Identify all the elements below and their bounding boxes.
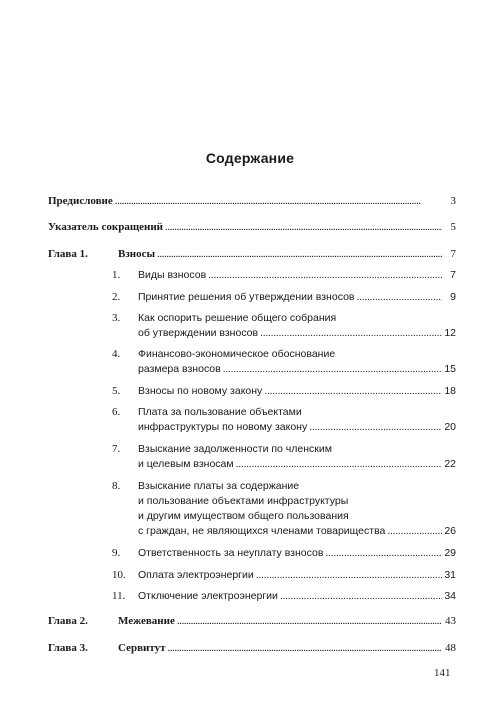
toc-page-number: 20 — [444, 421, 456, 433]
page-number: 141 — [434, 667, 451, 679]
toc-entry-abbreviations[interactable] — [48, 220, 456, 235]
item-text: Оплата электроэнергии — [138, 569, 254, 581]
item-text: инфраструктуры по новому закону — [138, 421, 308, 433]
dot-leader — [280, 589, 442, 604]
toc-entry-preface[interactable] — [48, 194, 456, 209]
dot-leader — [309, 420, 442, 435]
item-number: 6. — [112, 406, 121, 418]
toc-page-number: 26 — [444, 525, 456, 537]
dot-leader — [387, 524, 442, 539]
dot-leader — [223, 362, 442, 377]
toc-page-number: 31 — [444, 569, 456, 581]
dot-leader — [264, 384, 442, 399]
dot-leader — [236, 457, 442, 472]
item-text: и целевым взносам — [138, 458, 234, 470]
item-text: размера взносов — [138, 363, 221, 375]
toc-page-number: 29 — [444, 547, 456, 559]
item-number: 7. — [112, 443, 121, 455]
dot-leader — [208, 268, 442, 283]
item-number: 5. — [112, 385, 121, 397]
toc-page-number: 3 — [450, 195, 456, 207]
item-text: Виды взносов — [138, 269, 207, 281]
page-title: Содержание — [205, 150, 295, 166]
dot-leader — [256, 568, 442, 583]
item-text: Отключение электроэнергии — [138, 590, 278, 602]
dot-leader — [115, 194, 442, 209]
chapter-label: Глава 3. — [48, 642, 88, 654]
toc-page-number: 9 — [450, 291, 456, 303]
chapter-label: Глава 2. — [48, 615, 88, 627]
toc-page-number: 18 — [444, 385, 456, 397]
dot-leader — [325, 546, 442, 561]
item-text: Взыскание платы за содержание — [138, 480, 300, 492]
chapter-title: Взносы — [118, 248, 156, 260]
dot-leader — [157, 247, 442, 262]
item-text: Плата за пользование объектами — [138, 406, 302, 418]
item-text: с граждан, не являющихся членами товарищества — [138, 525, 386, 537]
toc-page-number: 48 — [445, 642, 456, 654]
toc-entry-label: Предисловие — [48, 195, 113, 207]
item-text: и другим имуществом общего пользования — [138, 510, 349, 522]
dot-leader — [177, 614, 442, 629]
chapter-label: Глава 1. — [48, 248, 88, 260]
toc-entry-label: Указатель сокращений — [48, 221, 164, 233]
item-text: Взыскание задолженности по членским — [138, 443, 332, 455]
item-text: Как оспорить решение общего собрания — [138, 312, 337, 324]
item-text: и пользование объектами инфраструктуры — [138, 495, 349, 507]
item-number: 11. — [112, 590, 126, 602]
toc-page-number: 5 — [450, 221, 456, 233]
item-number: 10. — [112, 569, 126, 581]
item-text: Взносы по новому закону — [138, 385, 263, 397]
dot-leader — [168, 641, 442, 656]
toc-page-number: 22 — [444, 458, 456, 470]
item-number: 4. — [112, 348, 121, 360]
item-text: Принятие решения об утверждении взносов — [138, 291, 355, 303]
toc-page-number: 43 — [445, 615, 456, 627]
chapter-title: Сервитут — [118, 642, 166, 654]
item-number: 2. — [112, 291, 121, 303]
chapter-title: Межевание — [118, 615, 175, 627]
item-text: об утверждении взносов — [138, 327, 259, 339]
dot-leader — [260, 326, 442, 341]
dot-leader — [356, 290, 442, 305]
dot-leader — [165, 220, 442, 235]
item-number: 3. — [112, 312, 121, 324]
item-number: 1. — [112, 269, 121, 281]
item-text: Финансово-экономическое обоснование — [138, 348, 336, 360]
item-number: 8. — [112, 480, 121, 492]
toc-page-number: 7 — [450, 269, 456, 281]
toc-page-number: 7 — [450, 248, 456, 260]
toc-page-number: 15 — [444, 363, 456, 375]
toc-page-number: 34 — [444, 590, 456, 602]
item-text: Ответственность за неуплату взносов — [138, 547, 324, 559]
toc-page-number: 12 — [444, 327, 456, 339]
item-number: 9. — [112, 547, 121, 559]
